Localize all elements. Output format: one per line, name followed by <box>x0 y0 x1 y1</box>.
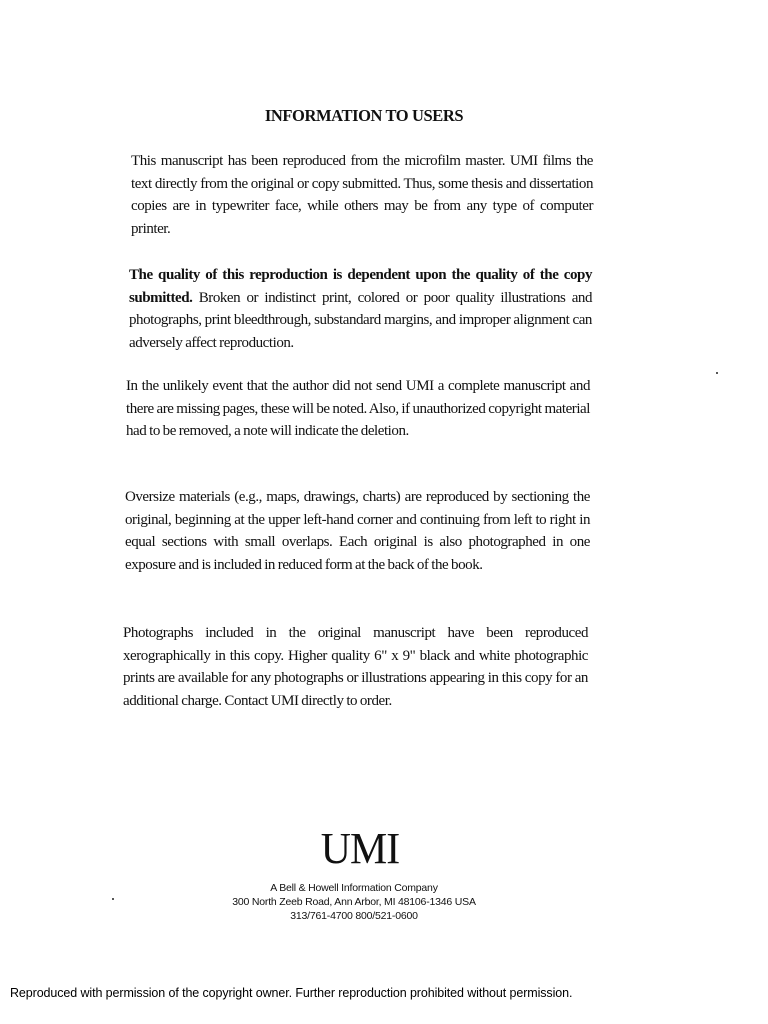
scan-speck <box>112 898 114 900</box>
publisher-address: 300 North Zeeb Road, Ann Arbor, MI 48106-1346 USA <box>232 896 476 908</box>
paragraph-photographs <box>123 622 588 712</box>
copyright-footer: Reproduced with permission of the copyright owner. Further reproduction prohibited without permission. <box>10 986 573 1000</box>
paragraph-oversize-materials <box>125 486 590 576</box>
umi-logo: UMI <box>320 824 400 873</box>
page-title: INFORMATION TO USERS <box>264 106 464 125</box>
paragraph-text: This manuscript has been reproduced from the microfilm master. UMI films the text directly from the original or copy submitted. Thus, some thesis and dissertation copies are in typewriter face, while others may be from any type of computer printer. <box>131 153 593 237</box>
publisher-phones: 313/761-4700 800/521-0600 <box>290 910 418 922</box>
paragraph-text: Oversize materials (e.g., maps, drawings, charts) are reproduced by sectioning the original, beginning at the upper left-hand corner and continuing from left to right in equal sections with small overlaps. Each original is also photographed in one exposure and is included in reduced form at the back of the book. <box>125 489 590 573</box>
paragraph-missing-pages <box>126 375 590 443</box>
paragraph-text: Photographs included in the original manuscript have been reproduced xerographically in this copy. Higher quality 6" x 9" black and white photographic prints are available for any photographs or illustrations appearing in this copy for an additional charge. Contact UMI directly to order. <box>123 625 588 709</box>
paragraph-reproduction-quality <box>129 264 592 354</box>
scan-speck <box>716 372 718 374</box>
publisher-name: A Bell & Howell Information Company <box>270 882 438 894</box>
paragraph-text: In the unlikely event that the author did not send UMI a complete manuscript and there are missing pages, these will be noted. Also, if unauthorized copyright material had to be removed, a note will indicate the deletion. <box>126 378 590 439</box>
paragraph-text: Broken or indistinct print, colored or poor quality illustrations and photographs, print bleedthrough, substandard margins, and improper alignment can adversely affect reproduction. <box>129 289 592 351</box>
paragraph-reproduction-source <box>131 150 593 240</box>
paragraph-bold-lead: The quality of this reproduction is dependent upon the quality of the copy submitted. <box>129 267 592 306</box>
